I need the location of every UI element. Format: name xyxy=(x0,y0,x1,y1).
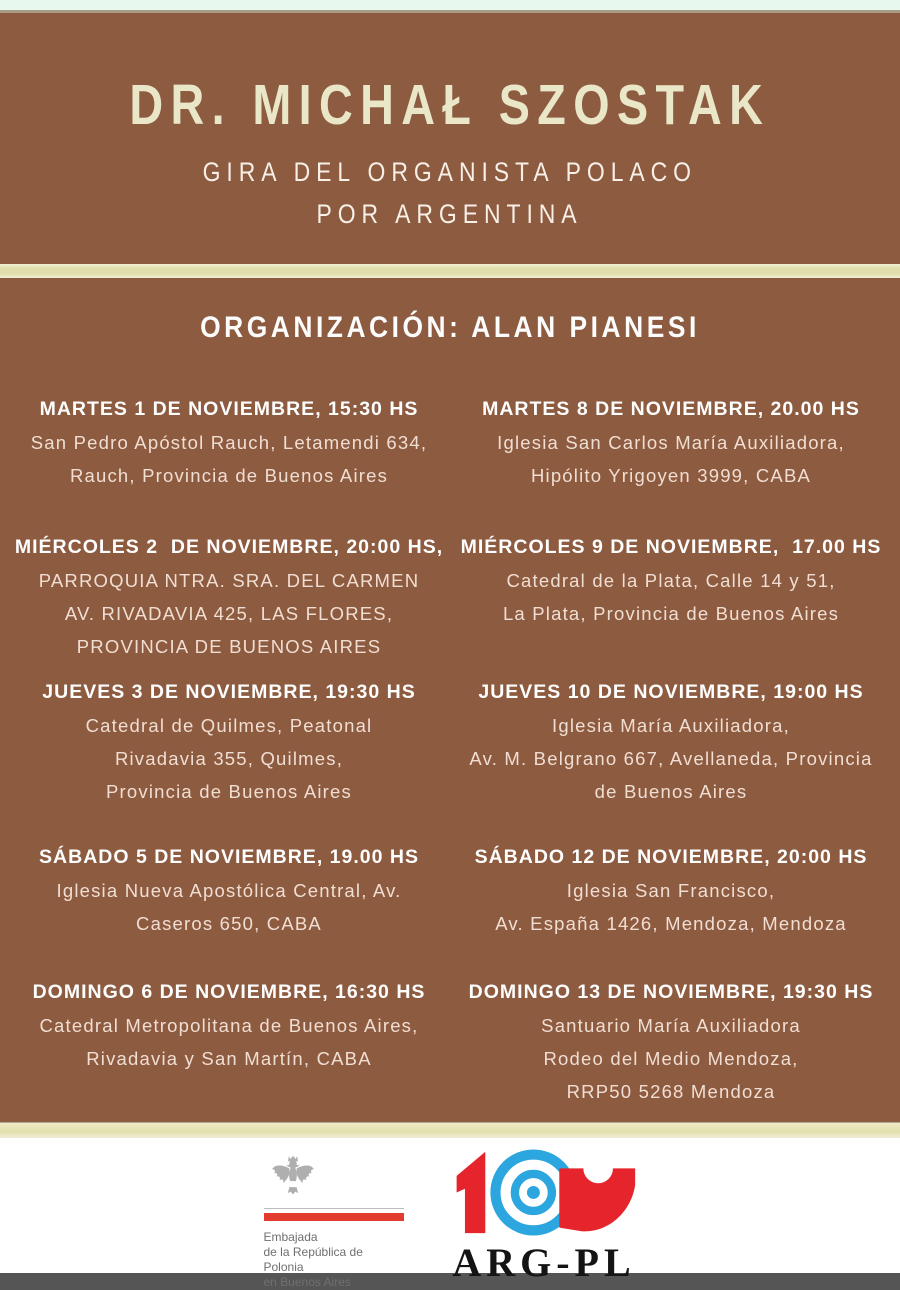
schedule-row-3 xyxy=(8,676,892,808)
event-card xyxy=(450,393,892,492)
event-venue-line: Av. España 1426, Mendoza, Mendoza xyxy=(495,913,847,934)
event-card xyxy=(8,976,450,1108)
event-card xyxy=(450,976,892,1108)
centenary-100-icon xyxy=(452,1146,637,1238)
footer-cream-band xyxy=(0,1122,900,1138)
event-venue-line: Hipólito Yrigoyen 3999, CABA xyxy=(530,465,812,486)
polish-eagle-icon xyxy=(270,1153,316,1201)
event-schedule xyxy=(8,393,892,1108)
footer-logos xyxy=(0,1138,900,1289)
event-venue-line: Av. M. Belgrano 667, Avellaneda, Provincia xyxy=(469,748,873,769)
event-card xyxy=(450,841,892,940)
arg-pl-wordmark: ARG-PL xyxy=(452,1240,636,1285)
event-venue-line: Rivadavia 355, Quilmes, xyxy=(114,748,344,769)
centenary-arg-pl-logo xyxy=(452,1146,637,1283)
event-venue-line: Rivadavia y San Martín, CABA xyxy=(86,1048,372,1069)
event-venue-line: Catedral de Quilmes, Peatonal xyxy=(85,715,373,736)
event-venue-line: PROVINCIA DE BUENOS AIRES xyxy=(76,636,382,657)
page-title-text: DR. MICHAŁ SZOSTAK xyxy=(129,73,771,137)
event-venue-line: Caseros 650, CABA xyxy=(136,913,322,934)
event-date-heading: MARTES 8 DE NOVIEMBRE, 20.00 HS xyxy=(482,398,860,420)
event-date-heading: JUEVES 10 DE NOVIEMBRE, 19:00 HS xyxy=(478,681,864,703)
event-date-heading: MARTES 1 DE NOVIEMBRE, 15:30 HS xyxy=(39,398,419,420)
event-date-heading: SÁBADO 12 DE NOVIEMBRE, 20:00 HS xyxy=(474,846,868,868)
event-venue-line: Santuario María Auxiliadora xyxy=(541,1015,801,1036)
event-venue-line: Rauch, Provincia de Buenos Aires xyxy=(69,465,389,486)
event-venue-line: PARROQUIA NTRA. SRA. DEL CARMEN xyxy=(38,570,420,591)
event-venue-line: San Pedro Apóstol Rauch, Letamendi 634, xyxy=(30,432,428,453)
event-venue-line: AV. RIVADAVIA 425, LAS FLORES, xyxy=(64,603,394,624)
event-venue-line: Iglesia San Carlos María Auxiliadora, xyxy=(497,432,845,453)
event-venue-line: Iglesia Nueva Apostólica Central, Av. xyxy=(56,880,402,901)
event-venue-line: Iglesia San Francisco, xyxy=(566,880,776,901)
event-venue-line: Catedral de la Plata, Calle 14 y 51, xyxy=(506,570,836,591)
cream-divider-band xyxy=(0,264,900,278)
embassy-caption-line: de la República de Polonia xyxy=(263,1245,363,1274)
event-card xyxy=(8,841,450,940)
event-date-heading: DOMINGO 6 DE NOVIEMBRE, 16:30 HS xyxy=(32,981,426,1003)
embassy-caption-line: en Buenos Aires xyxy=(263,1275,351,1289)
event-card xyxy=(8,676,450,808)
event-venue-line: Rodeo del Medio Mendoza, xyxy=(543,1048,799,1069)
event-card xyxy=(450,676,892,808)
event-card xyxy=(450,531,892,663)
event-card xyxy=(8,531,450,663)
event-venue-line: Iglesia María Auxiliadora, xyxy=(552,715,790,736)
schedule-row-4 xyxy=(8,841,892,940)
organizer-line: ORGANIZACIÓN: ALAN PIANESI xyxy=(200,311,700,344)
event-venue-line: de Buenos Aires xyxy=(594,781,748,802)
event-venue-line: La Plata, Provincia de Buenos Aires xyxy=(502,603,840,624)
subtitle-line-1: GIRA DEL ORGANISTA POLACO xyxy=(202,157,698,187)
schedule-row-1 xyxy=(8,393,892,492)
event-date-heading: JUEVES 3 DE NOVIEMBRE, 19:30 HS xyxy=(42,681,416,703)
event-venue-line: Provincia de Buenos Aires xyxy=(106,781,352,802)
subtitle-line-2: POR ARGENTINA xyxy=(316,199,584,229)
event-date-heading: DOMINGO 13 DE NOVIEMBRE, 19:30 HS xyxy=(468,981,874,1003)
event-venue-line: RRP50 5268 Mendoza xyxy=(566,1081,776,1102)
top-accent-strip xyxy=(0,0,900,13)
event-date-heading: SÁBADO 5 DE NOVIEMBRE, 19.00 HS xyxy=(39,846,419,868)
event-date-heading: MIÉRCOLES 9 DE NOVIEMBRE, 17.00 HS xyxy=(460,536,882,558)
schedule-row-5 xyxy=(8,976,892,1108)
embassy-divider-line xyxy=(264,1208,404,1209)
event-venue-line: Catedral Metropolitana de Buenos Aires, xyxy=(39,1015,419,1036)
polish-flag-red-bar xyxy=(264,1213,404,1221)
embassy-caption-line: Embajada xyxy=(263,1230,318,1244)
polish-embassy-logo xyxy=(264,1153,404,1290)
event-card xyxy=(8,393,450,492)
event-date-heading: MIÉRCOLES 2 DE NOVIEMBRE, 20:00 HS, xyxy=(14,536,444,558)
page-title xyxy=(0,72,900,138)
embassy-caption xyxy=(264,1230,404,1290)
schedule-row-2 xyxy=(8,531,892,663)
